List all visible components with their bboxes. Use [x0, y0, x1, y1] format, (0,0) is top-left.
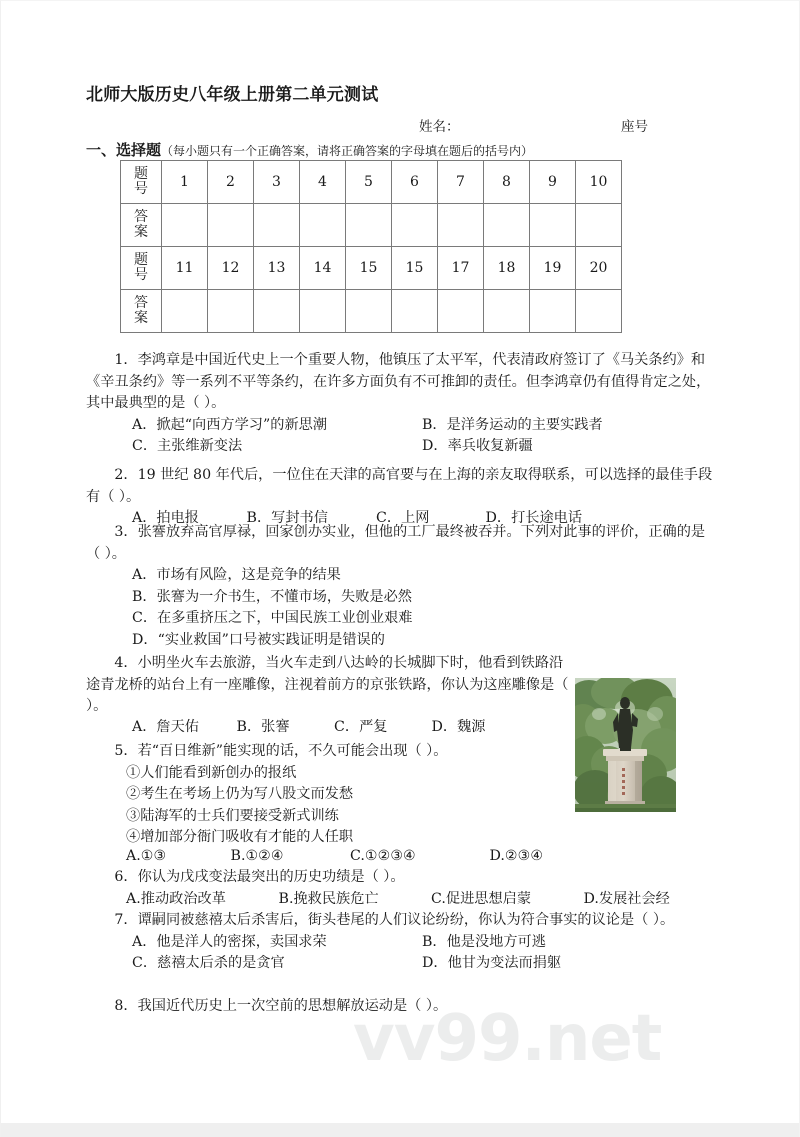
answer-cell[interactable] [576, 290, 622, 333]
question-number-cell: 15 [392, 247, 438, 290]
question-7-option-d[interactable]: D．他甘为变法而捐躯 [422, 955, 562, 972]
answer-cell[interactable] [392, 204, 438, 247]
question-4 [86, 653, 573, 718]
question-2-stem: 2．19 世纪 80 年代后，一位住在天津的高官要与在上海的亲友取得联系，可以选择的最佳手段有（ ）。 [86, 467, 713, 505]
question-number-cell: 3 [254, 161, 300, 204]
name-field-label: 姓名： [419, 119, 460, 135]
question-6-option-b[interactable]: B.挽救民族危亡 [278, 890, 379, 907]
header-char: 答 [134, 295, 148, 312]
answer-cell[interactable] [254, 290, 300, 333]
question-1-option-d[interactable]: D．率兵收复新疆 [422, 438, 533, 455]
question-number-cell: 1 [162, 161, 208, 204]
answer-cell[interactable] [530, 204, 576, 247]
page-bottom-edge [1, 1123, 800, 1137]
question-1-stem: 1．李鸿章是中国近代史上一个重要人物，他镇压了太平军，代表清政府签订了《马关条约》和《辛丑条约》等一系列不平等条约，在许多方面负有不可推卸的责任。但李鸿章仍有值得肯定之处，其中最典型的是（ ）。 [86, 352, 711, 412]
question-3-option-d[interactable]: D．“实业救国”口号被实践证明是错误的 [132, 631, 385, 648]
question-3-option-b[interactable]: B．张謇为一介书生，不懂市场，失败是必然 [132, 588, 412, 605]
answer-cell[interactable] [162, 204, 208, 247]
answer-cell[interactable] [346, 204, 392, 247]
question-3-stem: 3．张謇放弃高官厚禄，回家创办实业，但他的工厂最终被吞并。下列对此事的评价，正确的是（ ）。 [86, 524, 706, 562]
statue-photo [575, 678, 676, 812]
question-8-stem: 8．我国近代历史上一次空前的思想解放运动是（ ）。 [114, 998, 448, 1014]
question-number-cell: 10 [576, 161, 622, 204]
question-7-option-c[interactable]: C．慈禧太后杀的是贪官 [132, 955, 285, 972]
question-5-item-2: ②考生在考场上仍为写八股文而发愁 [126, 786, 354, 803]
question-5-options [86, 846, 716, 868]
question-7-options-row-1 [86, 932, 716, 954]
question-1-options-row-2 [86, 436, 716, 458]
question-3 [86, 522, 716, 651]
question-number-cell: 9 [530, 161, 576, 204]
header-char: 案 [134, 224, 148, 240]
row-header-question-1 [121, 161, 162, 204]
question-5-option-c[interactable]: C.①②③④ [350, 848, 416, 864]
question-number-cell: 11 [162, 247, 208, 290]
question-3-option-a[interactable]: A．市场有风险，这是竞争的结果 [132, 567, 341, 584]
question-7 [86, 910, 716, 975]
question-6-option-d[interactable]: D.发展社会经 [583, 890, 670, 907]
question-2-option-b[interactable]: B．写封书信 [246, 510, 328, 527]
section-label: 一、选择题 [86, 141, 162, 159]
question-number-cell: 5 [346, 161, 392, 204]
answer-cell[interactable] [484, 204, 530, 247]
answer-cell[interactable] [254, 204, 300, 247]
question-6-stem: 6．你认为戊戌变法最突出的历史功绩是（ ）。 [114, 869, 405, 885]
question-1-option-b[interactable]: B．是洋务运动的主要实践者 [422, 416, 603, 433]
answer-cell[interactable] [392, 290, 438, 333]
answer-cell[interactable] [346, 290, 392, 333]
question-2 [86, 465, 716, 530]
question-5-item-1: ①人们能看到新创办的报纸 [126, 764, 297, 781]
question-6 [86, 867, 716, 910]
question-number-cell: 15 [346, 247, 392, 290]
question-number-cell: 7 [438, 161, 484, 204]
question-4-option-b[interactable]: B．张謇 [236, 719, 290, 735]
question-number-cell: 12 [208, 247, 254, 290]
header-char: 题 [134, 166, 148, 183]
question-4-option-c[interactable]: C．严复 [334, 719, 388, 735]
answer-cell[interactable] [576, 204, 622, 247]
question-4-stem: 4．小明坐火车去旅游，当火车走到八达岭的长城脚下时，他看到铁路沿途青龙桥的站台上有一座雕像，注视着前方的京张铁路，你认为这座雕像是（ ）。 [86, 655, 569, 715]
answer-sheet-table [120, 160, 622, 333]
answer-cell[interactable] [208, 204, 254, 247]
question-7-stem: 7．谭嗣同被慈禧太后杀害后，街头巷尾的人们议论纷纷，你认为符合事实的议论是（ ）。 [114, 912, 675, 928]
answer-cell[interactable] [300, 204, 346, 247]
header-char: 案 [134, 310, 148, 326]
statue-photo-image [575, 678, 676, 812]
question-2-option-d[interactable]: D．打长途电话 [485, 510, 583, 527]
question-number-cell: 4 [300, 161, 346, 204]
table-row [121, 204, 622, 247]
question-number-cell: 14 [300, 247, 346, 290]
question-5-option-b[interactable]: B.①②④ [230, 848, 284, 864]
question-5-option-d[interactable]: D.②③④ [489, 848, 544, 864]
question-number-cell: 18 [484, 247, 530, 290]
question-5-stem: 5．若“百日维新”能实现的话，不久可能会出现（ ）。 [114, 743, 448, 759]
header-char: 号 [134, 267, 148, 283]
question-1-option-a[interactable]: A．掀起“向西方学习”的新思潮 [132, 416, 328, 433]
question-4-option-d[interactable]: D．魏源 [431, 719, 486, 735]
question-number-cell: 19 [530, 247, 576, 290]
section-heading [86, 139, 533, 160]
seat-field-label: 座号 [621, 119, 648, 135]
header-char: 答 [134, 209, 148, 226]
answer-cell[interactable] [530, 290, 576, 333]
question-5 [86, 741, 573, 849]
question-3-option-c[interactable]: C．在多重挤压之下，中国民族工业创业艰难 [132, 610, 413, 627]
table-row [121, 247, 622, 290]
question-7-options-row-2 [86, 953, 716, 975]
question-number-cell: 20 [576, 247, 622, 290]
answer-cell[interactable] [162, 290, 208, 333]
question-number-cell: 2 [208, 161, 254, 204]
question-5-item-3: ③陆海军的士兵们要接受新式训练 [126, 807, 339, 824]
question-4-option-a[interactable]: A．詹天佑 [132, 719, 199, 735]
question-6-option-a[interactable]: A.推动政治改革 [126, 890, 226, 907]
answer-cell[interactable] [300, 290, 346, 333]
header-char: 号 [134, 181, 148, 197]
answer-cell[interactable] [438, 204, 484, 247]
row-header-answer-1 [121, 204, 162, 247]
question-number-cell: 6 [392, 161, 438, 204]
answer-cell[interactable] [208, 290, 254, 333]
answer-cell[interactable] [438, 290, 484, 333]
question-8 [86, 996, 716, 1018]
answer-cell[interactable] [484, 290, 530, 333]
question-1-options-row-1 [86, 415, 716, 437]
question-7-option-b[interactable]: B．他是没地方可逃 [422, 933, 546, 950]
question-number-cell: 13 [254, 247, 300, 290]
question-6-options-row [86, 889, 716, 911]
question-number-cell: 17 [438, 247, 484, 290]
question-6-option-c[interactable]: C.促进思想启蒙 [431, 890, 532, 907]
question-5-options-row [86, 846, 716, 868]
header-char: 题 [134, 252, 148, 269]
page-title: 北师大版历史八年级上册第二单元测试 [86, 85, 379, 105]
question-2-option-c[interactable]: C．上网 [376, 510, 430, 527]
question-number-cell: 8 [484, 161, 530, 204]
question-1-option-c[interactable]: C．主张维新变法 [132, 438, 243, 455]
table-row [121, 161, 622, 204]
table-row [121, 290, 622, 333]
question-2-option-a[interactable]: A．拍电报 [132, 510, 199, 527]
section-note: （每小题只有一个正确答案，请将正确答案的字母填在题后的括号内） [161, 144, 534, 158]
row-header-question-2 [121, 247, 162, 290]
watermark-text: vv99.net [353, 1002, 662, 1076]
question-5-option-a[interactable]: A.①③ [126, 848, 167, 864]
question-5-item-4: ④增加部分衙门吸收有才能的人任职 [126, 829, 354, 846]
question-1 [86, 350, 716, 458]
question-7-option-a[interactable]: A．他是洋人的密探，卖国求荣 [132, 933, 327, 950]
row-header-answer-2 [121, 290, 162, 333]
